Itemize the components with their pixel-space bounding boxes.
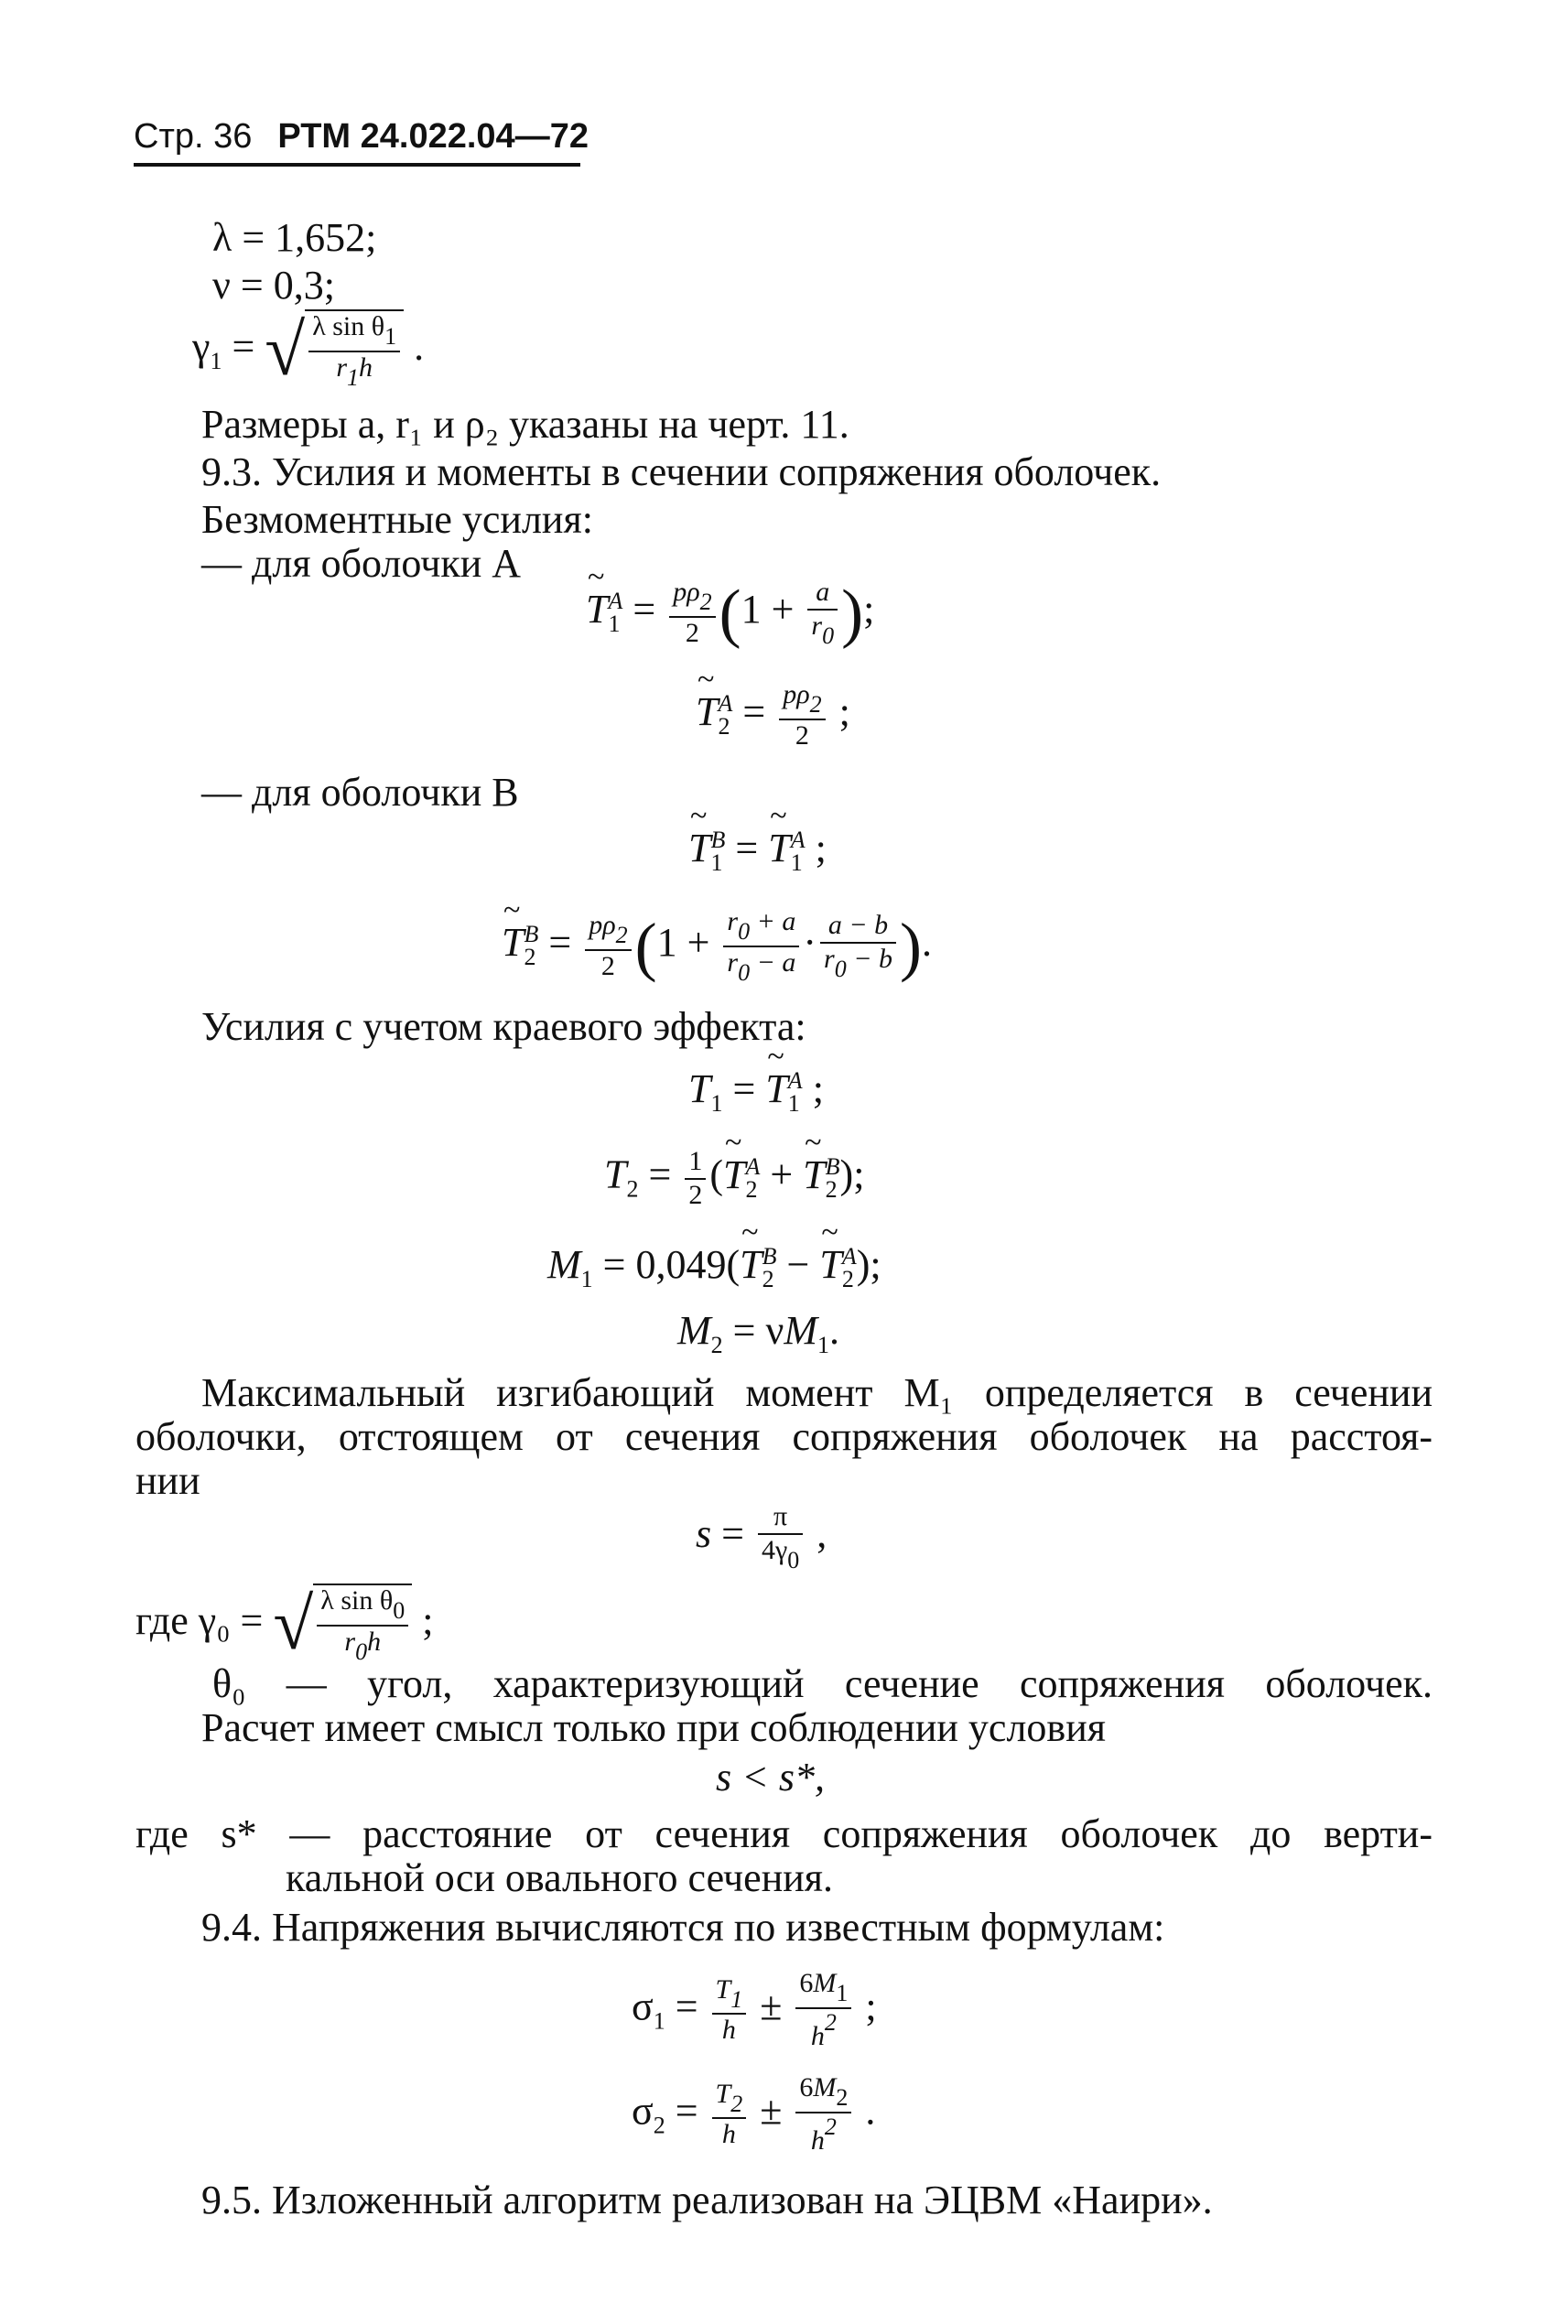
where-s-star-line2: кальной оси овального сечения. xyxy=(286,1855,834,1900)
section-9-4: 9.4. Напряжения вычисляются по известным формулам: xyxy=(201,1905,1165,1950)
header-rule xyxy=(134,163,580,167)
condition-formula: s < s*, xyxy=(716,1755,825,1800)
formula-t2b: ~ T B 2 = $\frac{p\rho 2}{2}$ (1 + $\frac{r0 + a}{r0 - a}$ · $\frac{a - b}{r0 - b}$ ). xyxy=(502,906,932,987)
param-nu: ν = 0,3; xyxy=(212,263,335,308)
section-9-5: 9.5. Изложенный алгоритм реализован на ЭЦВМ «Наири». xyxy=(201,2178,1213,2222)
where-gamma0-label: где γ₀ = xyxy=(135,1597,264,1643)
formula-sigma1: $\sigma_1$ = $\frac{T1}{h}$ ± $\frac{6M1}{h2}$ ; xyxy=(632,1968,877,2051)
formula-t2a: ~ T A 2 = $\frac{p\rho 2}{2}$ ; xyxy=(696,679,850,751)
formula-M1: $M_1$ = 0,049(~ T B 2 − ~ T A 2 ); xyxy=(547,1245,881,1292)
edge-effect-label: Усилия с учетом краевого эффекта: xyxy=(201,1004,806,1049)
max-moment-line3: нии xyxy=(135,1458,200,1503)
page-number: Стр. 36 xyxy=(134,117,253,156)
document-code: РТМ 24.022.04—72 xyxy=(277,117,589,156)
formula-t1a: ~ T A 1 = $\frac{p\rho 2}{2}$ (1 + $\frac{a}{r0}$ ); xyxy=(586,577,874,649)
theta-definition: θ₀ — угол, характеризующий сечение сопряжения оболочек. xyxy=(212,1661,1433,1706)
formula-s: s = $\frac{\pi}{4\gamma 0}$ , xyxy=(696,1501,827,1573)
shell-a-label: — для оболочки A xyxy=(201,541,522,586)
max-moment-line2: оболочки, отстоящем от сечения сопряжения оболочек на расстоя- xyxy=(135,1414,1433,1459)
shell-b-label: — для оболочки B xyxy=(201,770,519,815)
param-lambda: λ = 1,652; xyxy=(212,215,377,260)
formula-gamma0: где γ₀ = √ $\frac{\text{λ sin θ0}}{r0h}$ ; xyxy=(135,1584,434,1665)
formula-t1b: ~ T B 1 = ~ T A 1 ; xyxy=(688,828,827,875)
membrane-label: Безмоментные усилия: xyxy=(201,497,593,542)
formula-M2: $M_2 = \nu M_1$. xyxy=(677,1308,840,1358)
page-header xyxy=(134,117,589,157)
where-s-star-line1: где s* — расстояние от сечения сопряжения оболочек до верти- xyxy=(135,1811,1433,1856)
formula-sigma2: $\sigma_2$ = $\frac{T2}{h}$ ± $\frac{6M2}{h2}$ . xyxy=(632,2072,876,2156)
calc-condition-label: Расчет имеет смысл только при соблюдении условия xyxy=(201,1705,1106,1750)
formula-T2: $T_2$ = $\frac{1}{2}$ (~ T A 2 + ~ T B 2 ); xyxy=(604,1146,864,1211)
max-moment-line1: Максимальный изгибающий момент M₁ определяется в сечении xyxy=(201,1370,1433,1415)
section-9-3: 9.3. Усилия и моменты в сечении сопряжения оболочек. xyxy=(201,449,1162,494)
formula-gamma1: $\gamma_1$ = √ $\frac{\text{λ sin θ1}}{r1h}$ . xyxy=(192,309,425,391)
formula-T1: $T_1$ = ~ T A 1 ; xyxy=(688,1069,824,1116)
sizes-note: Размеры a, r₁ и ρ₂ указаны на черт. 11. xyxy=(201,402,849,447)
